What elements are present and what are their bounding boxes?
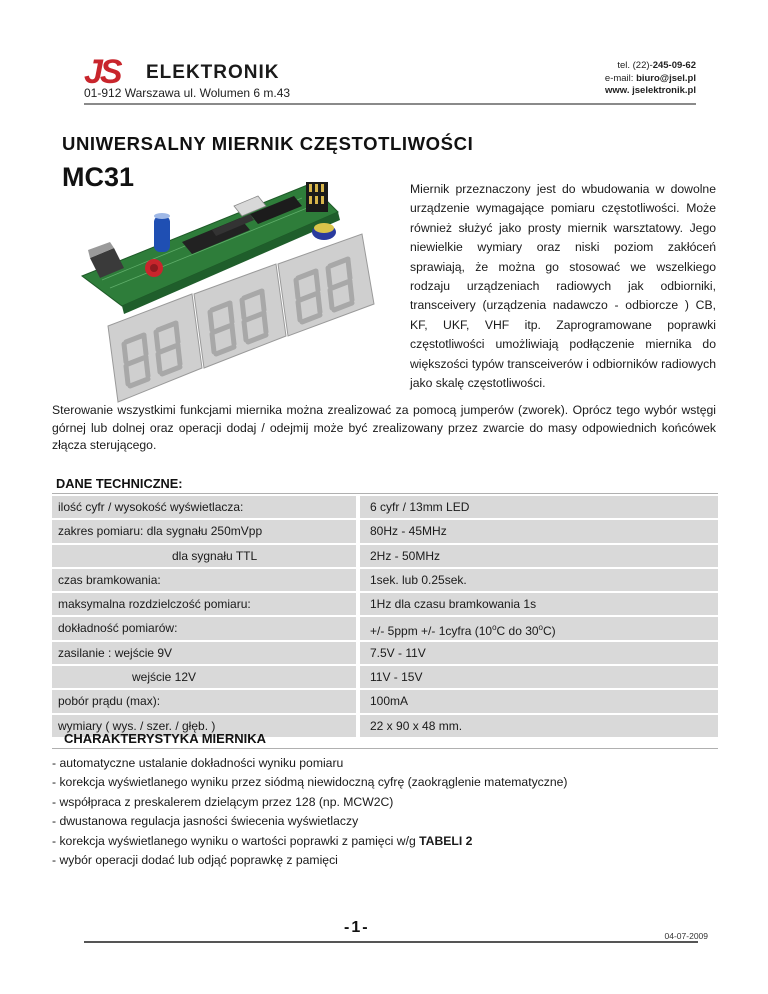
spec-value: +/- 5ppm +/- 1cyfra (10$^o$C do 30$^o$C) <box>360 617 718 639</box>
list-item: - automatyczne ustalanie dokładności wyniku pomiaru <box>52 756 344 770</box>
control-paragraph: Sterowanie wszystkimi funkcjami miernika można zrealizować za pomocą jumperów (zworek). Oprócz tego wybór wstęgi górnej lub dolnej oraz operacji dodaj / odejmij może być zrealizowany przez zwarcie do masy odpowiednich końcówek złącza sterującego. <box>52 403 716 453</box>
spec-row <box>52 617 718 639</box>
spec-row <box>52 520 718 542</box>
spec-value: 6 cyfr / 13mm LED <box>360 496 718 518</box>
spec-row <box>52 666 718 688</box>
spec-row <box>52 642 718 664</box>
spec-value: 22 x 90 x 48 mm. <box>360 715 718 737</box>
logo-text: ELEKTRONIK <box>146 62 280 83</box>
list-item: - korekcja wyświetlanego wyniku przez siódmą niewidoczną cyfrę (zaokrąglenie matematyczne) <box>52 775 568 790</box>
product-photo <box>62 176 392 404</box>
list-item: - dwustanowa regulacja jasności świecenia wyświetlaczy <box>52 814 359 829</box>
intro-paragraph: Miernik przeznaczony jest do wbudowania w dowolne urządzenie wymagające pomiaru częstotliwości. Może również służyć jako prosty miernik warsztatowy. Jego niewielkie wymiary oraz niski poziom zakłóceń sprawiają, że można go stosować we wszelkiego rodzaju urządzeniach radiowych jak odbiorniki, transceivery (urządzenia nadawczo - odbiorcze ) CB, KF, UKF, VHF itp. Zaprogramowane poprawki częstotliwości umożliwiają podłączenie miernika do większości typów transceiverów i odbiorników radiowych jako skalę częstotliwości. <box>410 182 716 391</box>
company-logo <box>84 53 284 91</box>
spec-label: dokładność pomiarów: <box>52 617 356 639</box>
company-address: 01-912 Warszawa ul. Wolumen 6 m.43 <box>84 86 291 100</box>
spec-row <box>52 496 718 518</box>
spec-row <box>52 569 718 591</box>
spec-label: wymiary ( wys. / szer. / głęb. ) <box>52 715 356 737</box>
spec-row <box>52 593 718 615</box>
spec-value: 1Hz dla czasu bramkowania 1s <box>360 593 718 615</box>
spec-row <box>52 690 718 712</box>
contact-info <box>605 60 696 98</box>
phone-number: 245-09-62 <box>652 60 696 71</box>
spec-value: 7.5V - 11V <box>360 642 718 664</box>
specs-table <box>52 496 718 739</box>
spec-label: zasilanie : wejście 9V <box>52 642 356 664</box>
spec-value: 80Hz - 45MHz <box>360 520 718 542</box>
spec-label: pobór prądu (max): <box>52 690 356 712</box>
spec-label: wejście 12V <box>52 666 356 688</box>
characteristics-divider <box>52 748 718 749</box>
list-item: - korekcja wyświetlanego wyniku o wartości poprawki z pamięci w/g TABELI 2 <box>52 833 473 848</box>
table-reference: TABELI 2 <box>419 833 473 848</box>
website-link[interactable]: www. jselektronik.pl <box>605 85 696 96</box>
spec-row <box>52 545 718 567</box>
spec-label: maksymalna rozdzielczość pomiaru: <box>52 593 356 615</box>
spec-label: dla sygnału TTL <box>52 545 356 567</box>
document-date: 04-07-2009 <box>664 931 708 941</box>
characteristics-heading: CHARAKTERYSTYKA MIERNIKA <box>64 731 266 746</box>
footer-divider <box>84 941 698 943</box>
page-number: -1- <box>344 919 370 936</box>
header-divider <box>84 103 696 105</box>
spec-value: 2Hz - 50MHz <box>360 545 718 567</box>
logo-mark: JS <box>84 53 120 91</box>
spec-value: 11V - 15V <box>360 666 718 688</box>
spec-value: 1sek. lub 0.25sek. <box>360 569 718 591</box>
spec-label: zakres pomiaru: dla sygnału 250mVpp <box>52 520 356 542</box>
specs-heading: DANE TECHNICZNE: <box>56 476 183 491</box>
phone-line: tel. (22)-245-09-62 <box>617 60 696 71</box>
website-line <box>605 85 696 98</box>
spec-label: czas bramkowania: <box>52 569 356 591</box>
characteristics-list <box>52 754 567 870</box>
email-address[interactable]: biuro@jsel.pl <box>636 72 696 84</box>
specs-divider <box>52 493 718 494</box>
spec-label: ilość cyfr / wysokość wyświetlacza: <box>52 496 356 518</box>
spec-value: 100mA <box>360 690 718 712</box>
list-item: - wybór operacji dodać lub odjąć poprawkę z pamięci <box>52 853 338 868</box>
email-line: e-mail: biuro@jsel.pl <box>604 72 696 84</box>
list-item: - współpraca z preskalerem dzielącym przez 128 (np. MCW2C) <box>52 794 394 809</box>
page-title: UNIWERSALNY MIERNIK CZĘSTOTLIWOŚCI <box>62 133 474 154</box>
model-name: MC31 <box>62 162 135 192</box>
